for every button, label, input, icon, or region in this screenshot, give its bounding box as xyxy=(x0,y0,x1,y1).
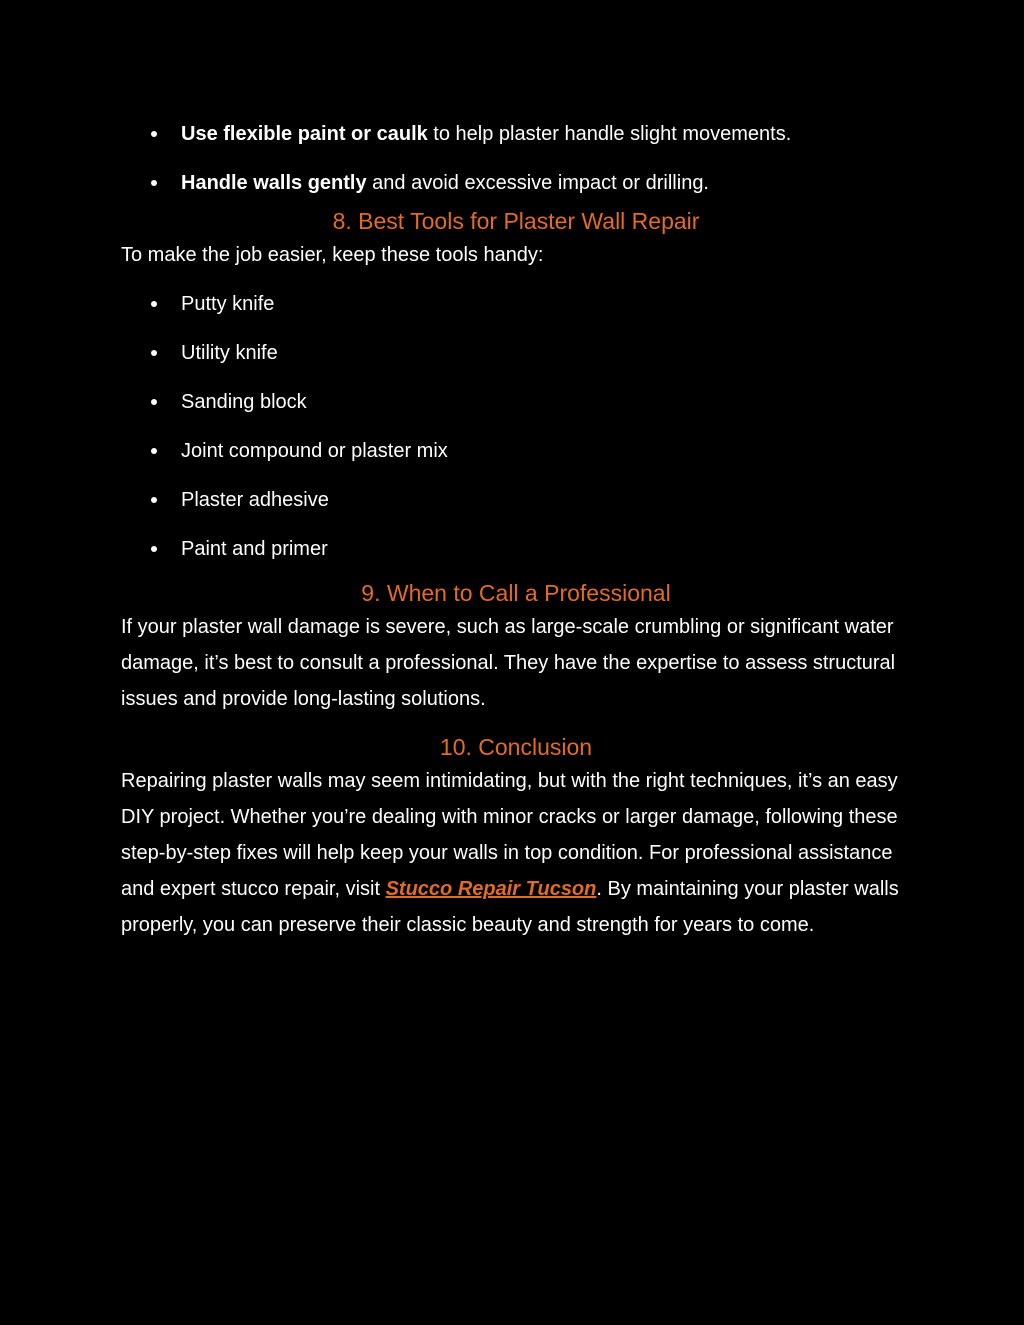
stucco-repair-tucson-link[interactable]: Stucco Repair Tucson xyxy=(385,878,597,900)
bullet-icon xyxy=(151,301,157,307)
professional-paragraph: If your plaster wall damage is severe, such as large-scale crumbling or significant water damage, it’s best to consult a professional. They have the expertise to assess structural issues and provide long-lasting solutions. xyxy=(121,616,896,710)
bullet-icon xyxy=(151,546,157,552)
conclusion-text: Repairing plaster walls may seem intimidating, but with the right techniques, it’s an easy DIY project. Whether you’re dealing with minor cracks or larger damage, following these step-by-step fixes will help keep your walls in top condition. For professional assistance and expert stucco repair, visit xyxy=(121,770,898,900)
tip-text: and avoid excessive impact or drilling. xyxy=(366,172,709,194)
tips-list xyxy=(121,116,911,201)
tip-bold-text: Handle walls gently xyxy=(181,172,367,194)
conclusion-paragraph xyxy=(121,763,911,943)
bullet-icon xyxy=(151,497,157,503)
list-item xyxy=(121,482,911,518)
section-heading-conclusion: 10. Conclusion xyxy=(439,734,593,760)
section-heading-tools: 8. Best Tools for Plaster Wall Repair xyxy=(332,208,700,234)
tool-label: Utility knife xyxy=(181,342,278,364)
list-item xyxy=(121,335,911,371)
bullet-icon xyxy=(151,350,157,356)
list-item xyxy=(121,384,911,420)
bullet-icon xyxy=(151,399,157,405)
page-content xyxy=(121,116,911,943)
tip-bold-text: Use flexible paint or caulk xyxy=(181,123,428,145)
section-heading-professional: 9. When to Call a Professional xyxy=(361,580,671,606)
tool-label: Joint compound or plaster mix xyxy=(181,440,448,462)
bullet-icon xyxy=(151,180,157,186)
tool-label: Plaster adhesive xyxy=(181,489,329,511)
tool-label: Putty knife xyxy=(181,293,275,315)
tools-list xyxy=(121,286,911,567)
list-item xyxy=(121,165,911,201)
bullet-icon xyxy=(151,131,157,137)
tool-label: Sanding block xyxy=(181,391,307,413)
tool-label: Paint and primer xyxy=(181,538,328,560)
tip-text: to help plaster handle slight movements. xyxy=(427,123,792,145)
list-item xyxy=(121,286,911,322)
conclusion-text-end: . By maintaining your plaster walls properly, you can preserve their classic beauty and strength for years to come. xyxy=(121,878,899,936)
tools-intro: To make the job easier, keep these tools handy: xyxy=(121,244,544,266)
list-item xyxy=(121,531,911,567)
bullet-icon xyxy=(151,448,157,454)
list-item xyxy=(121,116,911,152)
list-item xyxy=(121,433,911,469)
